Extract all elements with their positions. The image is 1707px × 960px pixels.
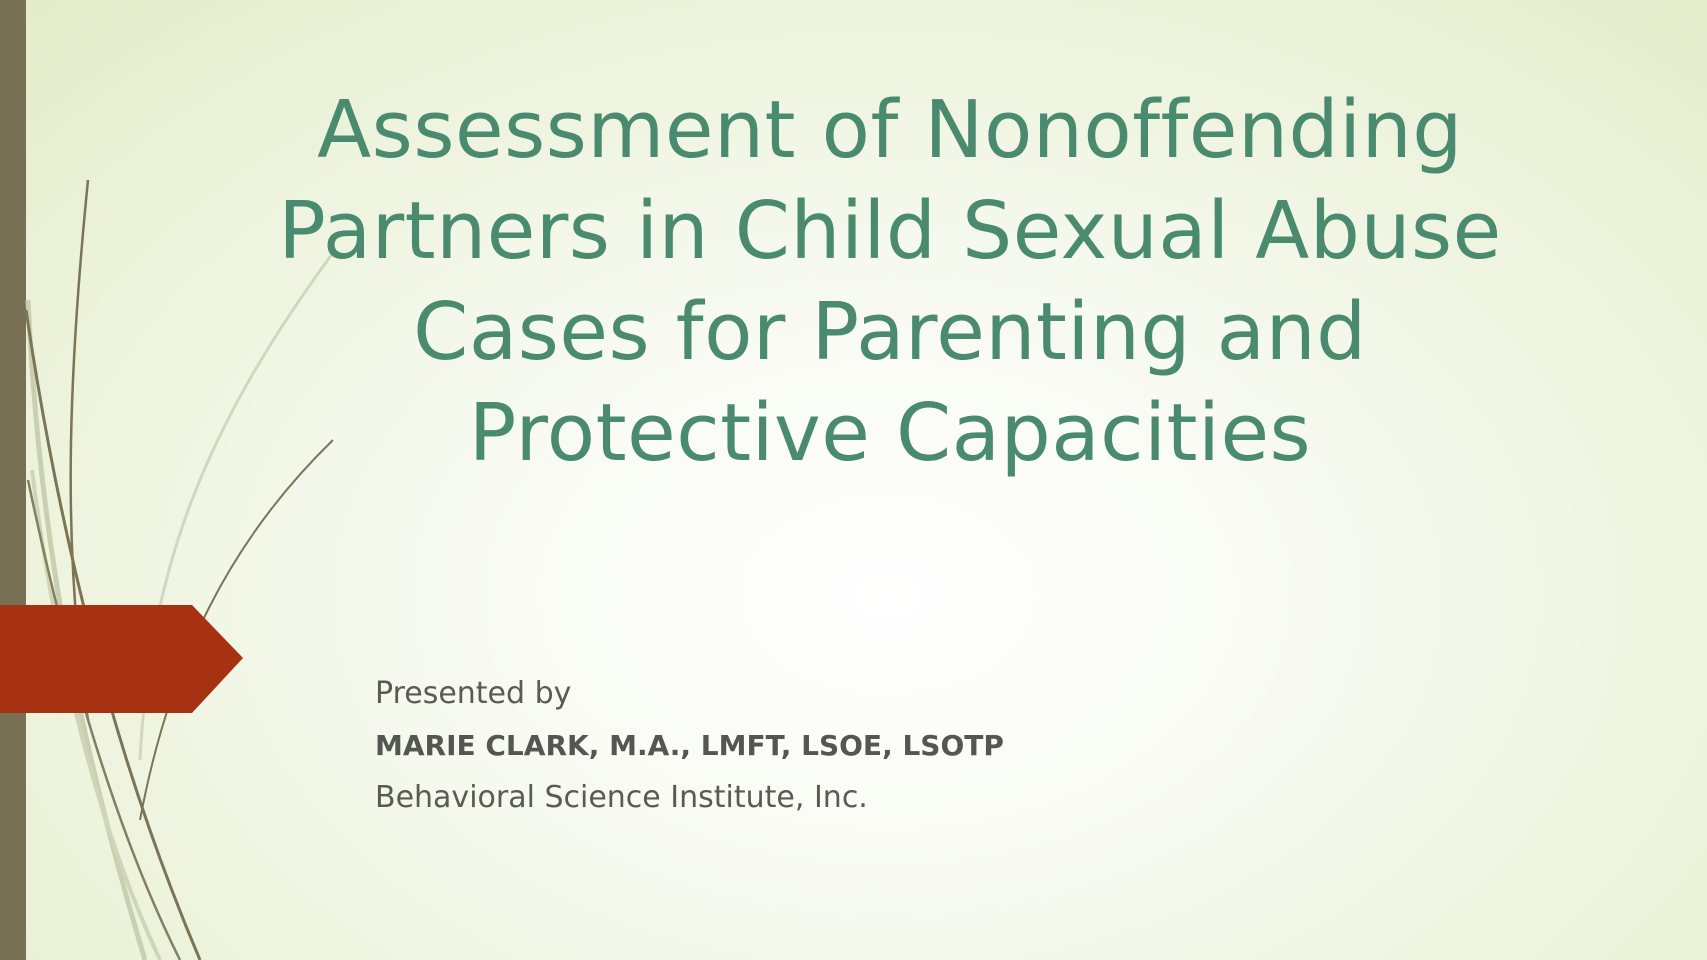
organization-name: Behavioral Science Institute, Inc. <box>375 780 868 815</box>
title-line-2: Partners in Child Sexual Abuse <box>278 185 1502 277</box>
presenter-name: MARIE CLARK, M.A., LMFT, LSOE, LSOTP <box>375 729 1004 762</box>
red-arrow-banner <box>0 605 243 713</box>
title-line-4: Protective Capacities <box>468 387 1312 479</box>
slide-title <box>240 80 1540 484</box>
title-line-3: Cases for Parenting and <box>413 286 1367 378</box>
presented-by-label: Presented by <box>375 676 572 711</box>
slide-subtitle <box>375 668 1375 824</box>
title-line-1: Assessment of Nonoffending <box>317 84 1463 176</box>
